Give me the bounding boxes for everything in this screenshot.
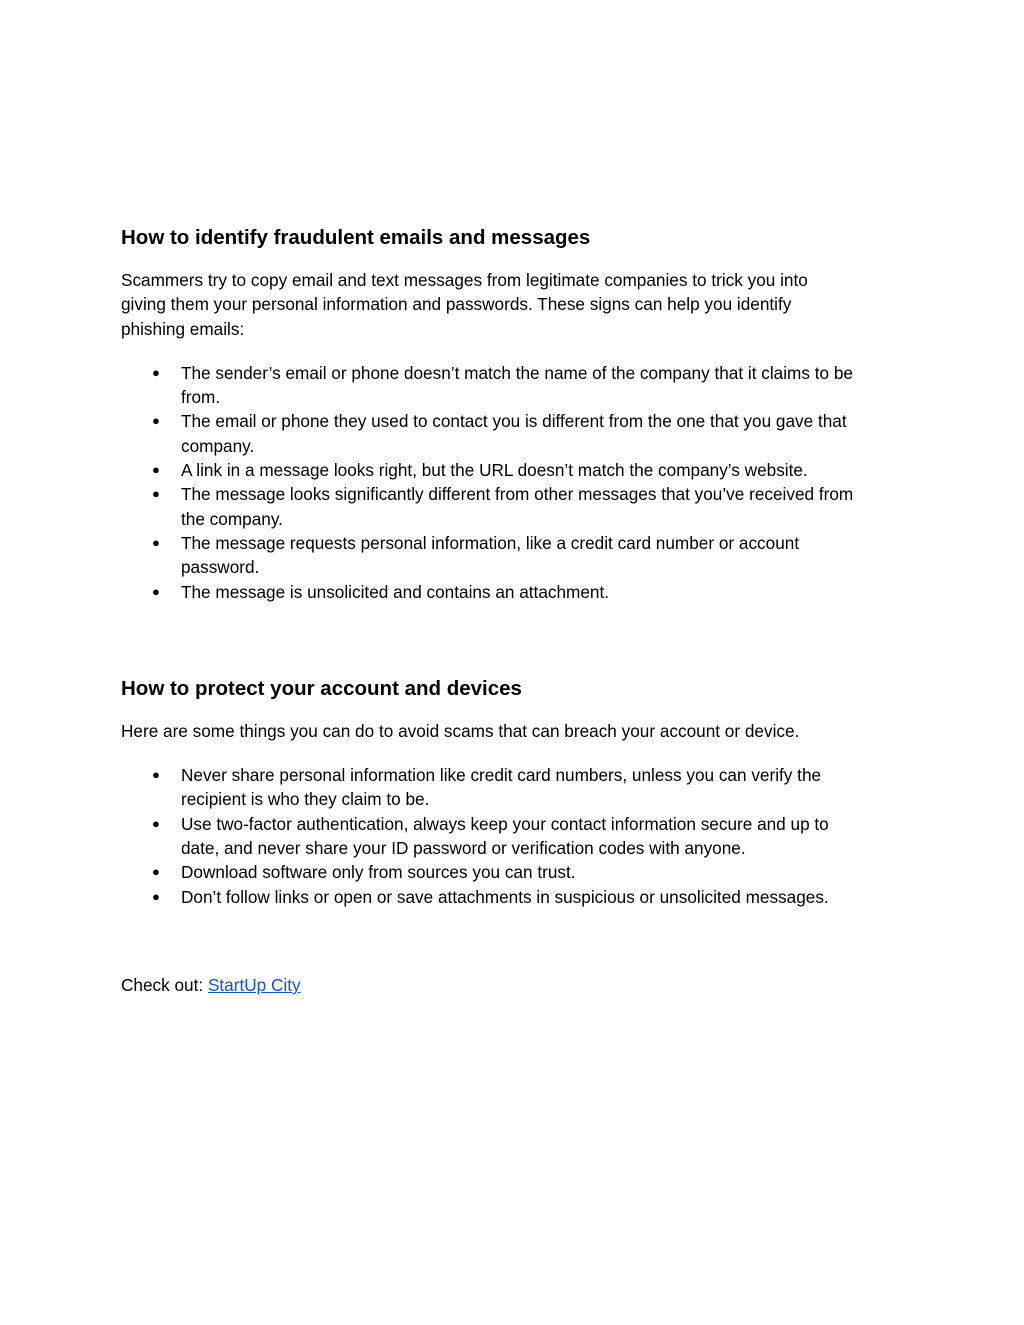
list-item	[121, 812, 911, 861]
check-out-line	[121, 973, 911, 997]
bullet-icon: ●	[152, 462, 160, 478]
list-item-line: Download software only from sources you can trust.	[181, 862, 576, 883]
list-item	[121, 458, 911, 482]
intro-line: giving them your personal information and passwords. These signs can help you identify	[121, 294, 792, 315]
check-out-label: Check out:	[121, 974, 208, 995]
list-item-line: Don’t follow links or open or save attachments in suspicious or unsolicited messages.	[181, 886, 829, 907]
document-body	[121, 221, 911, 997]
bullet-icon: ●	[152, 413, 160, 429]
list-item	[121, 409, 911, 458]
intro-line: phishing emails:	[121, 318, 245, 339]
bullet-icon: ●	[152, 486, 160, 502]
list-item-line: The message requests personal information, like a credit card number or account	[181, 532, 800, 553]
list-item-line: the company.	[181, 508, 283, 529]
list-item	[121, 885, 911, 909]
list-item	[121, 482, 911, 531]
list-item-line: from.	[181, 387, 221, 408]
section-intro-protect: Here are some things you can do to avoid scams that can breach your account or device.	[121, 720, 800, 741]
list-item-line: A link in a message looks right, but the URL doesn’t match the company’s website.	[181, 460, 808, 481]
intro-line: Scammers try to copy email and text messages from legitimate companies to trick you into	[121, 270, 808, 290]
list-item-line: The message looks significantly different from other messages that you’ve received from	[181, 484, 854, 505]
bullet-icon: ●	[152, 864, 160, 880]
section-intro-identify	[121, 268, 911, 341]
startup-city-link[interactable]: StartUp City	[207, 974, 301, 995]
bullet-icon: ●	[152, 534, 160, 550]
list-item-line: Never share personal information like credit card numbers, unless you can verify the	[181, 765, 822, 786]
list-item-line: password.	[181, 557, 260, 578]
bullet-icon: ●	[152, 815, 160, 831]
bullet-icon: ●	[152, 583, 160, 599]
list-item-line: The sender’s email or phone doesn’t match the name of the company that it claims to be	[181, 362, 853, 383]
section-title-protect: How to protect your account and devices	[121, 676, 522, 700]
list-item-line: recipient is who they claim to be.	[181, 789, 430, 810]
warning-signs-list	[121, 361, 911, 604]
list-item-line: date, and never share your ID password or verification codes with anyone.	[181, 838, 746, 859]
list-item-line: company.	[181, 435, 255, 456]
bullet-icon: ●	[152, 888, 160, 904]
section-title-identify: How to identify fraudulent emails and messages	[121, 226, 591, 249]
list-item	[121, 580, 911, 604]
list-item	[121, 860, 911, 884]
list-item	[121, 361, 911, 410]
bullet-icon: ●	[152, 767, 160, 783]
list-item-line: The message is unsolicited and contains an attachment.	[181, 581, 610, 602]
protection-tips-list	[121, 763, 911, 909]
list-item-line: The email or phone they used to contact you is different from the one that you gave that	[181, 411, 847, 432]
list-item-line: Use two-factor authentication, always keep your contact information secure and up to	[181, 813, 829, 834]
list-item	[121, 531, 911, 580]
bullet-icon: ●	[152, 364, 160, 380]
list-item	[121, 763, 911, 812]
